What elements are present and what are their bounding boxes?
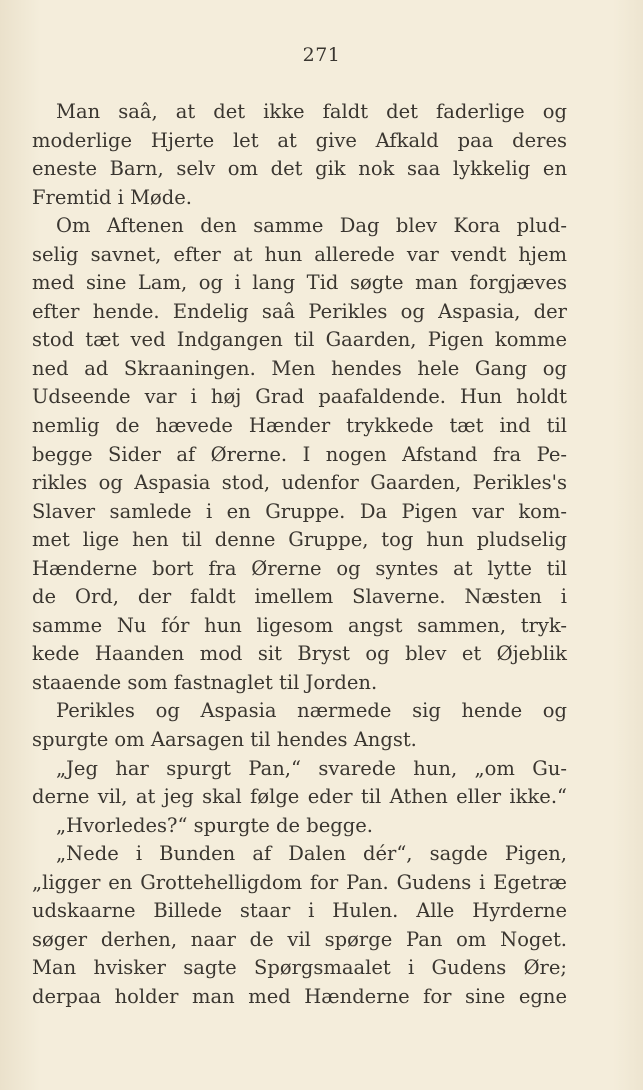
text-line: udskaarne Billede staar i Hulen. Alle Hyrderne	[32, 899, 567, 923]
text-line: stod tæt ved Indgangen til Gaarden, Pigen komme	[32, 328, 567, 352]
text-line: Man saâ, at det ikke faldt det faderlige og	[56, 100, 567, 123]
text-line: derpaa holder man med Hænderne for sine egne	[32, 984, 567, 1008]
text-line: eneste Barn, selv om det gik nok saa lykkelig en	[32, 157, 567, 181]
text-line: ned ad Skraaningen. Men hendes hele Gang og	[32, 356, 567, 380]
text-line: „Hvorledes?“ spurgte de begge.	[56, 813, 373, 837]
text-line: moderlige Hjerte let at give Afkald paa deres	[32, 128, 567, 152]
text-line: med sine Lam, og i lang Tid søgte man forgjæves	[32, 271, 567, 295]
text-line: staaende som fastnaglet til Jorden.	[32, 670, 378, 694]
text-line: Perikles og Aspasia nærmede sig hende og	[56, 699, 567, 723]
text-line: „ligger en Grottehelligdom for Pan. Gudens i Egetræ	[32, 870, 567, 894]
text-line: kede Haanden mod sit Bryst og blev et Øjeblik	[32, 642, 567, 666]
text-line: „Jeg har spurgt Pan,“ svarede hun, „om Gu-	[56, 756, 567, 780]
text-line: Om Aftenen den samme Dag blev Kora plud-	[56, 214, 567, 238]
text-line: Udseende var i høj Grad paafaldende. Hun holdt	[32, 385, 567, 409]
text-line: samme Nu fór hun ligesom angst sammen, tryk-	[32, 613, 567, 637]
text-line: Slaver samlede i en Gruppe. Da Pigen var kom-	[32, 499, 567, 523]
text-line: Hænderne bort fra Ørerne og syntes at lytte til	[32, 556, 567, 580]
text-line: selig savnet, efter at hun allerede var vendt hjem	[32, 242, 567, 266]
page-number: 271	[302, 44, 341, 66]
text-line: Fremtid i Møde.	[32, 185, 192, 209]
text-line: søger derhen, naar de vil spørge Pan om Noget.	[32, 927, 567, 951]
text-line: begge Sider af Ørerne. I nogen Afstand fra Pe-	[32, 442, 567, 466]
text-line: met lige hen til denne Gruppe, tog hun pludselig	[32, 528, 567, 552]
text-line: de Ord, der faldt imellem Slaverne. Næsten i	[32, 585, 567, 609]
body-text	[32, 98, 567, 1012]
text-line: Man hvisker sagte Spørgsmaalet i Gudens Øre;	[32, 956, 567, 980]
text-line: „Nede i Bunden af Dalen dér“, sagde Pigen,	[56, 842, 567, 866]
text-line: rikles og Aspasia stod, udenfor Gaarden, Perikles's	[32, 471, 567, 495]
text-line: derne vil, at jeg skal følge eder til Athen eller ikke.“	[32, 785, 567, 809]
text-line: efter hende. Endelig saâ Perikles og Aspasia, der	[32, 299, 567, 323]
text-line: spurgte om Aarsagen til hendes Angst.	[32, 728, 417, 752]
text-line: nemlig de hævede Hænder trykkede tæt ind til	[32, 414, 567, 438]
